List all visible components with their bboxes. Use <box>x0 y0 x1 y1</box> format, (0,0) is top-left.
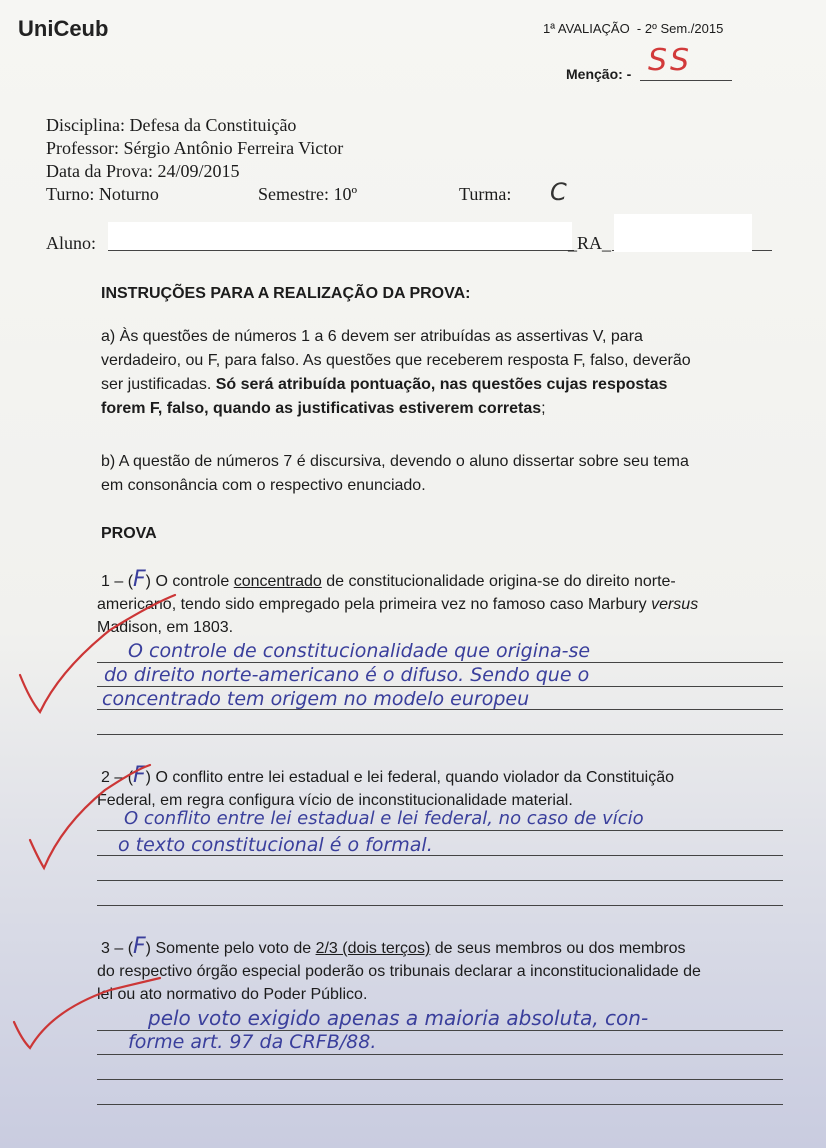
grade-label: Menção: - <box>566 66 632 82</box>
question-3-close: ) <box>145 940 151 957</box>
question-2-answer: F <box>133 763 146 788</box>
q3-handwriting-1: pelo voto exigido apenas a maioria absoluta, con- <box>148 1006 649 1030</box>
question-1-answer: F <box>133 567 146 592</box>
instruction-a-line2: verdadeiro, ou F, para falso. As questões que receberem resposta F, falso, deverão <box>101 352 691 369</box>
evaluation-label: 1ª AVALIAÇÃO - 2º Sem./2015 <box>543 21 724 36</box>
instruction-b-line1: b) A questão de números 7 é discursiva, devendo o aluno dissertar sobre seu tema <box>101 453 689 470</box>
question-3-line2: do respectivo órgão especial poderão os tribunais declarar a inconstitucionalidade de <box>97 963 701 980</box>
question-2-number: 2 – ( <box>101 769 134 786</box>
q2-handwriting-1: O conflito entre lei estadual e lei federal, no caso de vício <box>124 808 644 829</box>
semester: Semestre: 10º <box>258 184 358 204</box>
question-3-underlined: 2/3 (dois terços) <box>315 940 431 957</box>
question-3-number: 3 – ( <box>101 940 134 957</box>
question-1-number: 1 – ( <box>101 573 134 590</box>
question-1-text-a: O controle <box>151 573 234 590</box>
question-2-line2: Federal, em regra configura vício de inconstitucionalidade material. <box>97 792 573 809</box>
question-2-close: ) <box>145 769 151 786</box>
class-value: C <box>550 178 567 206</box>
question-1-text-b: de constitucionalidade origina-se do direito norte- <box>321 573 676 590</box>
q3-handwriting-2: forme art. 97 da CRFB/88. <box>128 1031 377 1053</box>
institution-name: UniCeub <box>18 16 109 41</box>
question-2-text: O conflito entre lei estadual e lei federal, quando violador da Constituição <box>151 769 674 786</box>
question-1-italic: versus <box>651 596 699 613</box>
instruction-a-line3-bold: Só será atribuída pontuação, nas questões cujas respostas <box>215 376 668 393</box>
grade-value: SS <box>648 43 694 78</box>
instruction-a-line4-bold: forem F, falso, quando as justificativas estiverem corretas <box>101 400 542 417</box>
ra-label: _RA_ <box>568 233 612 253</box>
question-1-line2-text: americano, tendo sido empregado pela primeira vez no famoso caso Marbury <box>97 596 652 613</box>
question-3-text-b: de seus membros ou dos membros <box>430 940 686 957</box>
shift: Turno: Noturno <box>46 184 159 204</box>
instructions-title: INSTRUÇÕES PARA A REALIZAÇÃO DA PROVA: <box>101 285 471 302</box>
question-3-answer: F <box>133 934 146 959</box>
exam-title: PROVA <box>101 525 157 542</box>
question-3-text-a: Somente pelo voto de <box>151 940 316 957</box>
discipline: Disciplina: Defesa da Constituição <box>46 115 297 135</box>
question-3-line3: lei ou ato normativo do Poder Público. <box>97 986 368 1003</box>
q2-handwriting-2: o texto constitucional é o formal. <box>118 834 433 856</box>
instruction-a-line3-normal: ser justificadas. <box>101 376 216 393</box>
question-1-close: ) <box>145 573 151 590</box>
instruction-a-line4-end: ; <box>541 400 546 417</box>
q1-handwriting-2: do direito norte-americano é o difuso. Sendo que o <box>104 664 590 686</box>
question-1-underlined: concentrado <box>233 573 322 590</box>
q1-handwriting-1: O controle de constitucionalidade que origina-se <box>128 640 591 662</box>
instruction-b-line2: em consonância com o respectivo enunciado. <box>101 477 426 494</box>
q1-handwriting-3: concentrado tem origem no modelo europeu <box>102 688 530 710</box>
q1-check-mark <box>20 595 175 712</box>
exam-date: Data da Prova: 24/09/2015 <box>46 161 240 181</box>
q2-check-mark <box>30 765 150 868</box>
instruction-a-line1: a) Às questões de números 1 a 6 devem ser atribuídas as assertivas V, para <box>101 328 643 345</box>
professor: Professor: Sérgio Antônio Ferreira Victor <box>46 138 344 158</box>
student-label: Aluno: <box>46 233 97 253</box>
q3-check-mark <box>14 978 160 1048</box>
class-label: Turma: <box>459 184 512 204</box>
question-1-line3: Madison, em 1803. <box>97 619 234 636</box>
